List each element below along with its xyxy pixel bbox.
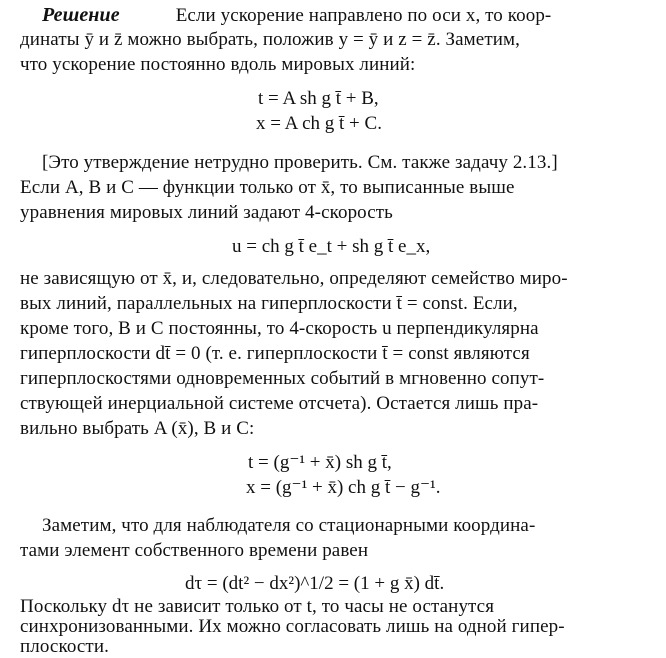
equation-four-velocity: u = ch g t̄ e_t + sh g t̄ e_x, bbox=[232, 236, 431, 257]
p4-line-1: Заметим, что для наблюдателя со стационарными координа- bbox=[42, 515, 536, 536]
p5-line-2: синхронизованными. Их можно согласовать лишь на одной гипер- bbox=[20, 616, 565, 637]
p2-line-1: [Это утверждение нетрудно проверить. См. также задачу 2.13.] bbox=[42, 152, 558, 173]
p5-line-1: Поскольку dτ не зависит только от t, то часы не останутся bbox=[20, 596, 495, 617]
p4-line-2: тами элемент собственного времени равен bbox=[20, 540, 369, 561]
equation-x-solution: x = (g⁻¹ + x̄) ch g t̄ − g⁻¹. bbox=[246, 477, 441, 498]
p1-line-1-text: Если ускорение направлено по оси x, то коор- bbox=[175, 5, 552, 26]
p1-line-3: что ускорение постоянно вдоль мировых линий: bbox=[20, 54, 416, 75]
p3-line-7: вильно выбрать A (x̄), B и C: bbox=[20, 418, 255, 439]
p3-line-6: ствующей инерциальной системе отсчета). Остается лишь пра- bbox=[20, 393, 539, 414]
solution-heading: Решение bbox=[42, 4, 120, 26]
equation-t-solution: t = (g⁻¹ + x̄) sh g t̄, bbox=[248, 452, 392, 473]
p2-line-2: Если A, B и C — функции только от x̄, то выписанные выше bbox=[20, 177, 515, 198]
p3-line-4: гиперплоскости dt̄ = 0 (т. е. гиперплоскости t̄ = const являются bbox=[20, 343, 530, 364]
p3-line-3: кроме того, B и C постоянны, то 4-скорость u перпендикулярна bbox=[20, 318, 539, 339]
p2-line-3: уравнения мировых линий задают 4-скорость bbox=[20, 202, 393, 223]
equation-t-sh: t = A sh g t̄ + B, bbox=[258, 88, 379, 109]
p1-line-2: динаты ȳ и z̄ можно выбрать, положив y = ȳ и z = z̄. Заметим, bbox=[20, 29, 520, 50]
p5-line-3: плоскости. bbox=[20, 636, 109, 657]
p3-line-1: не зависящую от x̄, и, следовательно, определяют семейство миро- bbox=[20, 268, 568, 289]
solution-paragraph-line-1 bbox=[42, 4, 666, 27]
p3-line-5: гиперплоскостями одновременных событий в мгновенно сопут- bbox=[20, 368, 545, 389]
equation-proper-time: dτ = (dt² − dx²)^1/2 = (1 + g x̄) dt̄. bbox=[185, 573, 445, 594]
equation-x-ch: x = A ch g t̄ + C. bbox=[256, 113, 382, 134]
p3-line-2: вых линий, параллельных на гиперплоскости t̄ = const. Если, bbox=[20, 293, 518, 314]
